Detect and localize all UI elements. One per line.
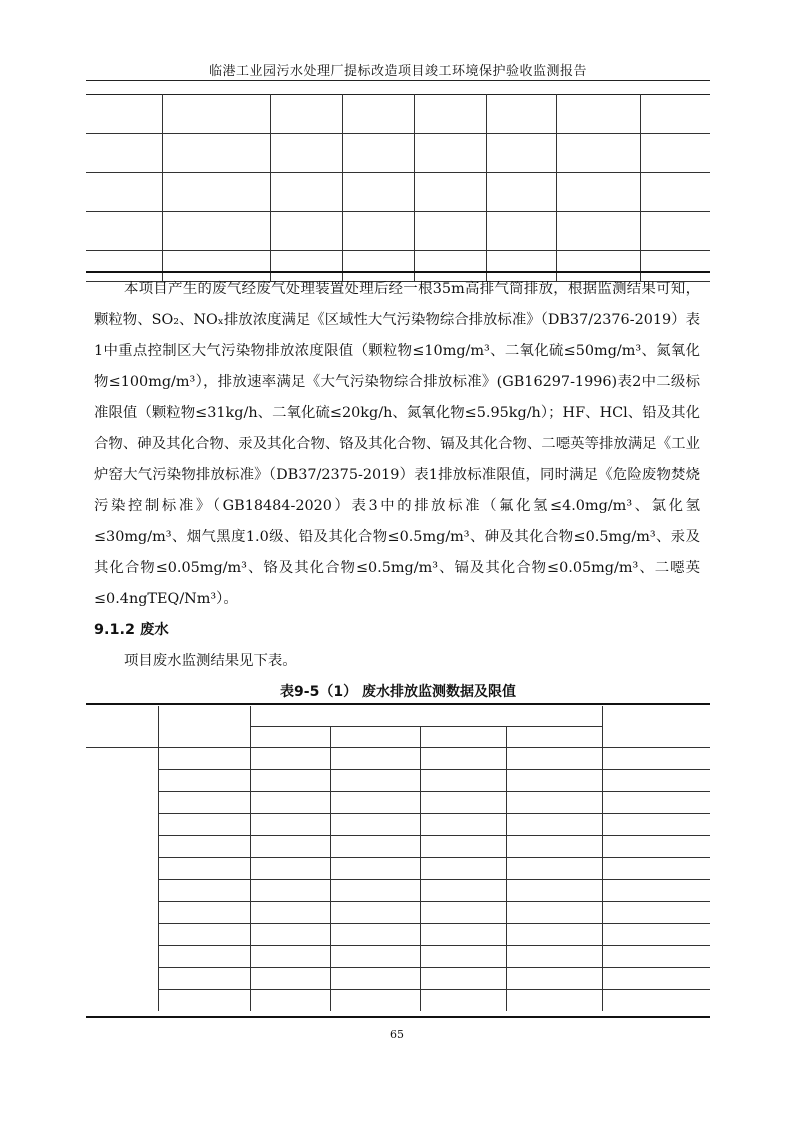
- table-row: [86, 968, 710, 990]
- table-row: [86, 902, 710, 924]
- page-header: 临港工业园污水处理厂提标改造项目竣工环境保护验收监测报告: [208, 64, 587, 79]
- table-row: [86, 990, 710, 1012]
- table-row: [86, 212, 710, 251]
- table-row: [86, 792, 710, 814]
- table-row: [86, 748, 710, 770]
- header-rule: [86, 80, 710, 81]
- table-top-rule: [86, 703, 710, 705]
- table-row: [86, 95, 710, 134]
- table-row: [86, 770, 710, 792]
- table-row: [86, 814, 710, 836]
- table-row: [86, 836, 710, 858]
- page-number: 65: [390, 1028, 404, 1041]
- wastewater-table: [86, 706, 710, 1011]
- table-row: [86, 924, 710, 946]
- table-row: [86, 858, 710, 880]
- table-caption: 表9-5（1） 废水排放监测数据及限值: [280, 684, 516, 700]
- table-row: [86, 134, 710, 173]
- table-row: [86, 946, 710, 968]
- table-row: [86, 880, 710, 902]
- table-bottom-rule: [86, 271, 710, 273]
- exhaust-paragraph: 本项目产生的废气经废气处理装置处理后经一根35m高排气筒排放，根据监测结果可知，颗粒物、SO₂、NOₓ排放浓度满足《区域性大气污染物综合排放标准》（DB37/2376-2019）表1中重点控制区大气污染物排放浓度限值（颗粒物≤10mg/m³、二氧化硫≤50mg/m³、氮氧化物≤100mg/m³），排放速率满足《大气污染物综合排放标准》(GB16297-1996)表2中二级标准限值（颗粒物≤31kg/h、二氧化硫≤20kg/h、氮氧化物≤5.95kg/h）；HF、HCl、铅及其化合物、砷及其化合物、汞及其化合物、铬及其化合物、镉及其化合物、二噁英等排放满足《工业炉窑大气污染物排放标准》（DB37/2375-2019）表1排放标准限值，同时满足《危险废物焚烧污染控制标准》（GB18484-2020）表3中的排放标准（氟化氢≤4.0mg/m³、氯化氢≤30mg/m³、烟气黑度1.0级、铅及其化合物≤0.5mg/m³、砷及其化合物≤0.5mg/m³、汞及其化合物≤0.05mg/m³、铬及其化合物≤0.5mg/m³、镉及其化合物≤0.05mg/m³、二噁英≤0.4ngTEQ/Nm³）。: [94, 281, 700, 607]
- table-row: [86, 173, 710, 212]
- continued-table: [86, 94, 710, 282]
- table-header-row: [86, 706, 710, 727]
- wastewater-intro: 项目废水监测结果见下表。: [124, 653, 297, 669]
- section-heading: 9.1.2 废水: [94, 622, 169, 638]
- table-bottom-rule: [86, 1016, 710, 1018]
